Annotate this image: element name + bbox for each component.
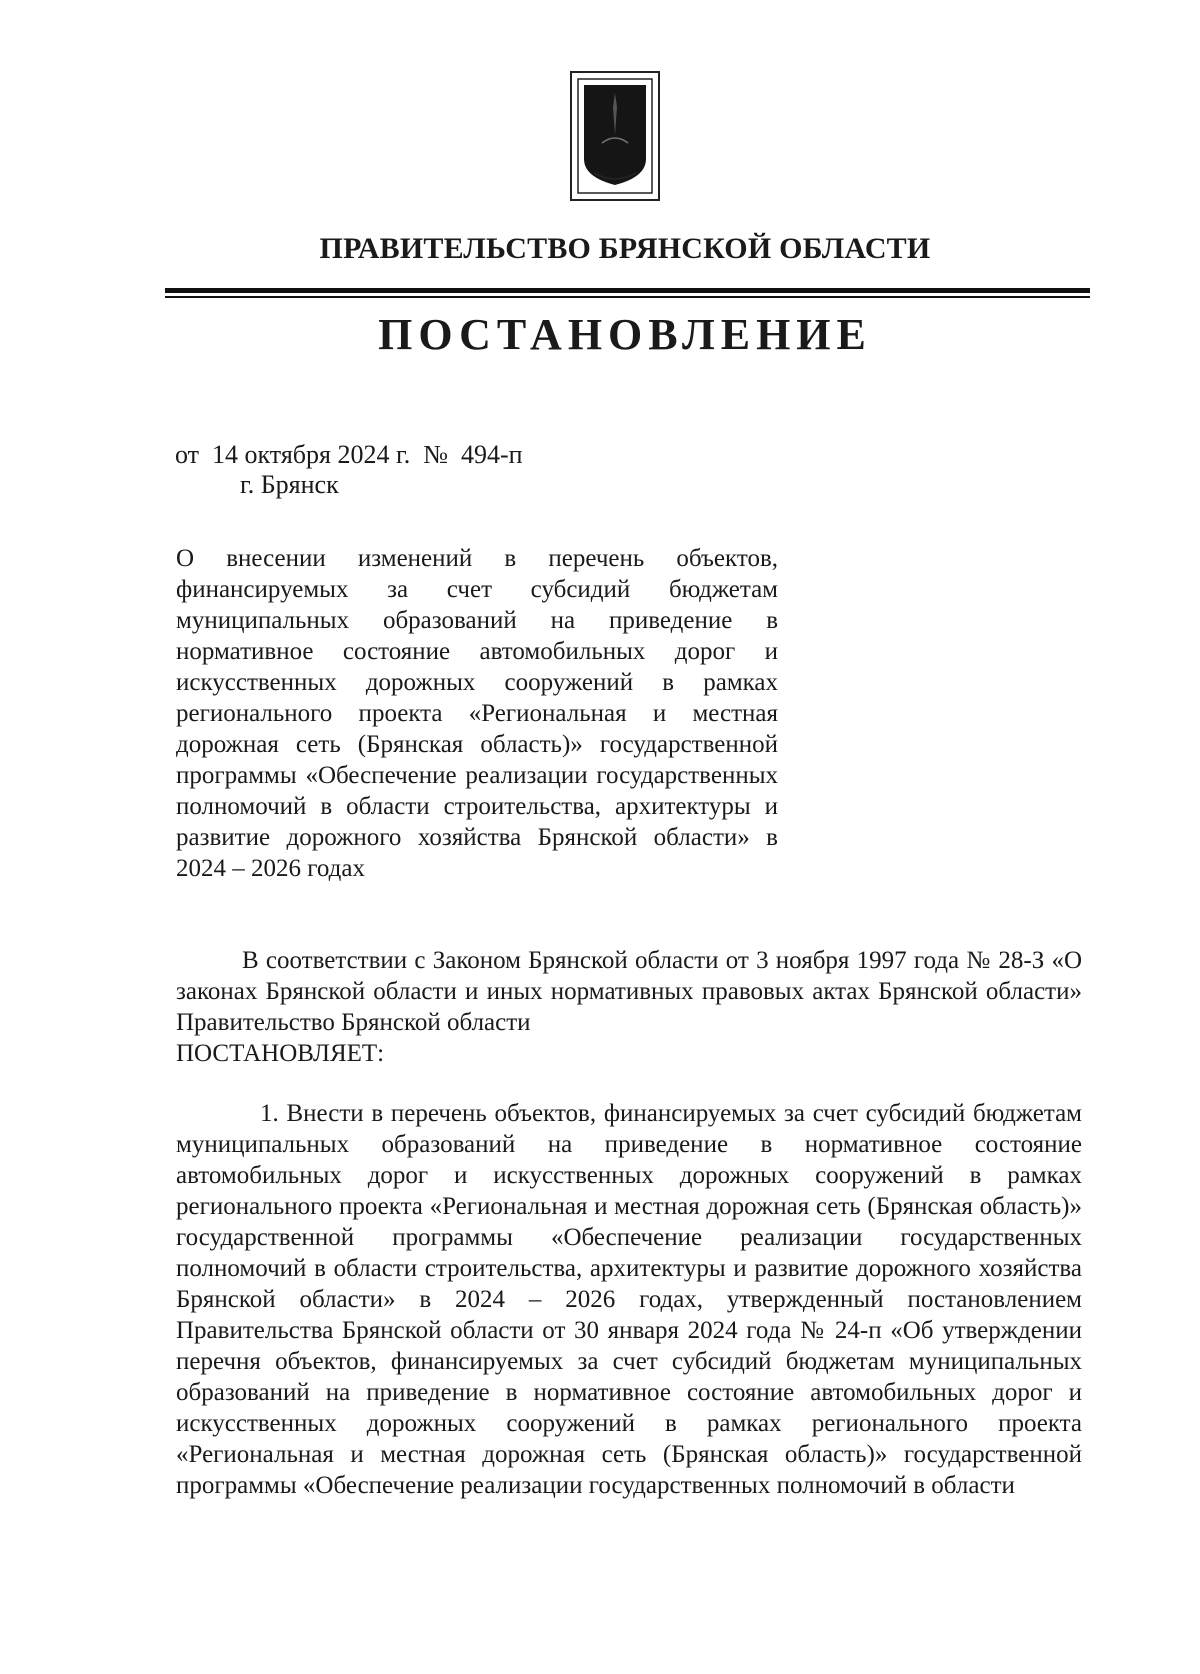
decree-word: ПОСТАНОВЛЯЕТ: [176, 1040, 385, 1067]
header-divider-thin [165, 296, 1090, 298]
document-city: г. Брянск [240, 470, 339, 499]
header-divider-thick [165, 288, 1090, 293]
document-type: ПОСТАНОВЛЕНИЕ [378, 310, 872, 359]
organization-name: ПРАВИТЕЛЬСТВО БРЯНСКОЙ ОБЛАСТИ [319, 232, 931, 265]
document-subject: О внесении изменений в перечень объектов, финансируемых за счет субсидий бюджетам муниципальных образований на приведение в нормативное состояние автомобильных дорог и искусственных дорожных сооружений в рамках регионального проекта «Региональная и местная дорожная сеть (Брянская область)» государственной программы «Обеспечение реализации государственных полномочий в области строительства, архитектуры и развитие дорожного хозяйства Брянской области» в 2024 – 2026 годах [176, 545, 778, 882]
coat-of-arms-icon [570, 71, 660, 201]
item-1-paragraph: 1. Внести в перечень объектов, финансируемых за счет субсидий бюджетам муниципальных образований на приведение в нормативное состояние автомобильных дорог и искусственных дорожных сооружений в рамках регионального проекта «Региональная и местная дорожная сеть (Брянская область)» государственной программы «Обеспечение реализации государственных полномочий в области строительства, архитектуры и развитие дорожного хозяйства Брянской области» в 2024 – 2026 годах, утвержденный постановлением Правительства Брянской области от 30 января 2024 года № 24-п «Об утверждении перечня объектов, финансируемых за счет субсидий бюджетам муниципальных образований на приведение в нормативное состояние автомобильных дорог и искусственных дорожных сооружений в рамках регионального проекта «Региональная и местная дорожная сеть (Брянская область)» государственной программы «Обеспечение реализации государственных полномочий в области [176, 1100, 1082, 1499]
document-date-number: от 14 октября 2024 г. № 494-п [175, 440, 523, 469]
preamble-paragraph: В соответствии с Законом Брянской области от 3 ноября 1997 года № 28-З «О законах Брянской области и иных нормативных правовых актах Брянской области» Правительство Брянской области [176, 947, 1082, 1036]
